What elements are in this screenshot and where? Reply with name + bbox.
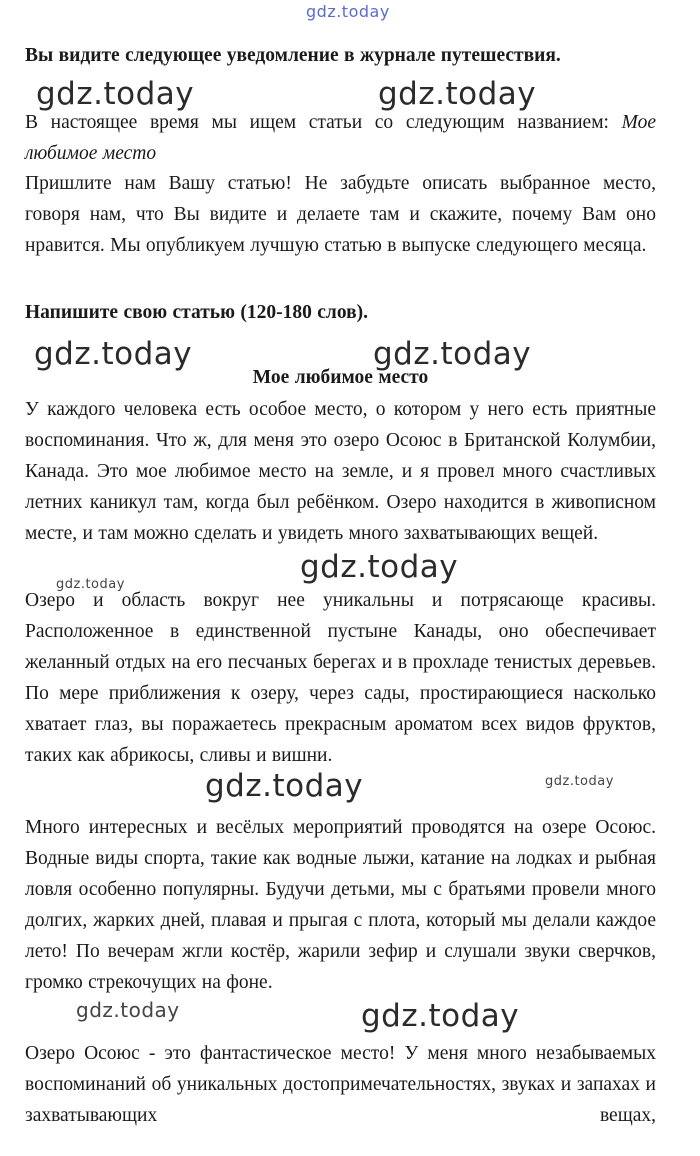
watermark: gdz.today	[300, 549, 459, 585]
article-paragraph-1: У каждого человека есть особое место, о котором у него есть приятные воспоминания. Что ж, для меня это озеро Осоюс в Британской Колумбии, Канада. Это мое любимое место на земле, и я провел много счастливых летних каникул там, когда был ребёнком. Озеро находится в живописном месте, и там можно сделать и увидеть много захватывающих вещей.	[25, 399, 656, 544]
request-paragraph	[25, 107, 656, 169]
notice-heading: Вы видите следующее уведомление в журнале путешествия.	[25, 45, 561, 66]
article-title: Мое любимое место	[252, 367, 429, 388]
watermark-medium: gdz.today	[76, 998, 180, 1022]
article-paragraph-4: Озеро Осоюс - это фантастическое место! У меня много незабываемых воспоминаний об уникальных достопримечательностях, звуках и запахах и захватывающих вещах,	[25, 1043, 656, 1126]
watermark: gdz.today	[36, 76, 195, 112]
watermark: gdz.today	[373, 336, 532, 372]
request-prefix: В настоящее время мы ищем статьи со следующим названием:	[25, 112, 622, 133]
article-paragraph-3: Много интересных и весёлых мероприятий проводятся на озере Осоюс. Водные виды спорта, такие как водные лыжи, катание на лодках и рыбная ловля особенно популярны. Будучи детьми, мы с братьями провели много долгих, жарких дней, плавая и прыгая с плота, который мы делали каждое лето! По вечерам жгли костёр, жарили зефир и слушали звуки сверчков, громко стрекочущих на фоне.	[25, 817, 656, 993]
watermark: gdz.today	[205, 768, 364, 804]
article-paragraph-2: Озеро и область вокруг нее уникальны и потрясающе красивы. Расположенное в единственной пустыне Канады, оно обеспечивает желанный отдых на его песчаных берегах и в прохладе тенистых деревьев. По мере приближения к озеру, через сады, простирающиеся насколько хватает глаз, вы поражаетесь прекрасным ароматом всех видов фруктов, таких как абрикосы, сливы и вишни.	[25, 590, 656, 766]
watermark: gdz.today	[378, 76, 537, 112]
instructions-paragraph: Пришлите нам Вашу статью! Не забудьте описать выбранное место, говоря нам, что Вы видите и делаете там и скажите, почему Вам оно нравится. Мы опубликуем лучшую статью в выпуске следующего месяца.	[25, 173, 656, 256]
request-title: Мое любимое место	[25, 112, 656, 164]
task-heading: Напишите свою статью (120-180 слов).	[25, 302, 369, 323]
watermark-small: gdz.today	[545, 774, 614, 789]
watermark-top: gdz.today	[306, 2, 390, 21]
watermark: gdz.today	[34, 336, 193, 372]
watermark: gdz.today	[361, 998, 520, 1034]
watermark-small: gdz.today	[56, 577, 125, 592]
